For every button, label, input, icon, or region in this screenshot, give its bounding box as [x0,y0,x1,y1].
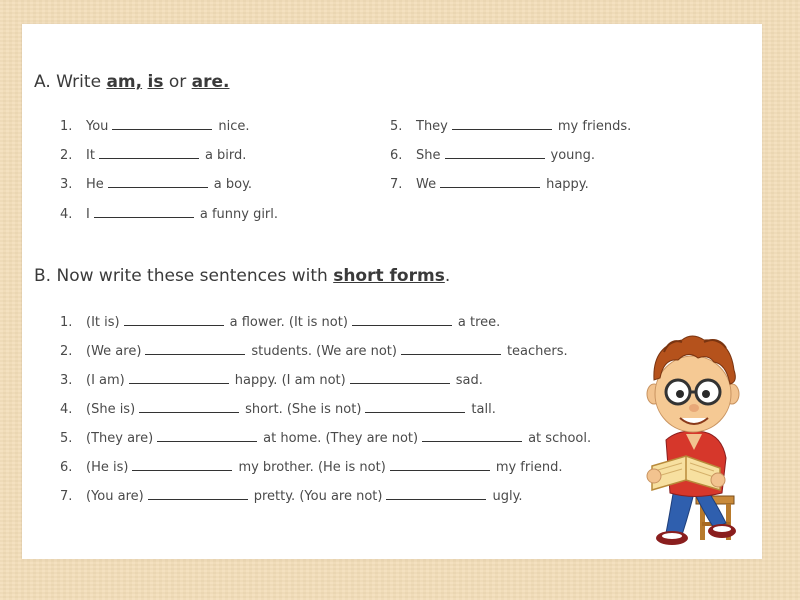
a-item-6 [390,145,595,163]
b-item-end: sad. [455,373,483,388]
b-item-number: 1. [60,315,73,330]
b-item-end: a tree. [457,315,501,330]
a-item-5 [390,116,631,134]
answer-blank[interactable] [108,174,208,188]
a-item-before: I [86,207,90,222]
answer-blank[interactable] [352,312,452,326]
b-item-number: 6. [60,460,73,475]
a-item-number: 1. [60,119,73,134]
a-item-before: We [416,177,437,192]
a-item-3 [60,174,252,192]
answer-blank[interactable] [145,341,245,355]
answer-blank[interactable] [129,370,229,384]
b-item-5 [60,428,591,446]
answer-blank[interactable] [99,145,199,159]
word-are: are. [191,72,230,92]
a-item-number: 7. [390,177,403,192]
section-a-text: Write [56,72,102,92]
a-item-before: He [86,177,104,192]
b-item-middle: students. (We are not) [251,344,397,359]
a-item-number: 3. [60,177,73,192]
a-item-4 [60,204,278,222]
a-item-1 [60,116,250,134]
section-b-heading [34,266,450,286]
answer-blank[interactable] [139,399,239,413]
b-item-cue: (You are) [86,489,144,504]
a-item-after: a bird. [204,148,247,163]
b-item-3 [60,370,483,388]
answer-blank[interactable] [386,486,486,500]
section-a-prefix: A. [34,72,51,92]
a-item-before: It [86,148,95,163]
answer-blank[interactable] [148,486,248,500]
a-item-number: 2. [60,148,73,163]
b-item-middle: at home. (They are not) [263,431,419,446]
answer-blank[interactable] [440,174,540,188]
b-item-7 [60,486,523,504]
boy-reading-illustration [634,328,752,553]
answer-blank[interactable] [157,428,257,442]
b-item-number: 4. [60,402,73,417]
b-item-middle: my brother. (He is not) [238,460,386,475]
answer-blank[interactable] [445,145,545,159]
word-am: am, [106,72,143,92]
a-item-7 [390,174,589,192]
b-item-cue: (We are) [86,344,142,359]
b-item-end: teachers. [506,344,568,359]
a-item-after: young. [550,148,596,163]
word-or: or [168,72,187,92]
a-item-number: 5. [390,119,403,134]
section-a-heading [34,72,230,92]
b-item-middle: pretty. (You are not) [253,489,383,504]
b-item-middle: happy. (I am not) [234,373,346,388]
short-forms-emphasis: short forms [333,266,445,286]
a-item-after: a funny girl. [199,207,279,222]
b-item-middle: a flower. (It is not) [229,315,348,330]
a-item-after: my friends. [557,119,632,134]
a-item-after: a boy. [213,177,253,192]
answer-blank[interactable] [365,399,465,413]
b-item-end: ugly. [492,489,523,504]
a-item-after: nice. [218,119,250,134]
b-item-number: 2. [60,344,73,359]
answer-blank[interactable] [390,457,490,471]
section-b-end: . [444,266,451,286]
b-item-cue: (She is) [86,402,136,417]
section-b-text: Now write these sentences with [56,266,328,286]
answer-blank[interactable] [132,457,232,471]
b-item-4 [60,399,496,417]
b-item-end: tall. [471,402,496,417]
answer-blank[interactable] [401,341,501,355]
a-item-before: She [416,148,441,163]
b-item-number: 5. [60,431,73,446]
answer-blank[interactable] [422,428,522,442]
section-b-prefix: B. [34,266,52,286]
a-item-number: 4. [60,207,73,222]
word-is: is [147,72,164,92]
a-item-number: 6. [390,148,403,163]
b-item-cue: (It is) [86,315,120,330]
a-item-2 [60,145,246,163]
b-item-cue: (I am) [86,373,125,388]
answer-blank[interactable] [452,116,552,130]
answer-blank[interactable] [350,370,450,384]
b-item-cue: (He is) [86,460,129,475]
a-item-after: happy. [546,177,589,192]
b-item-number: 3. [60,373,73,388]
b-item-number: 7. [60,489,73,504]
b-item-cue: (They are) [86,431,154,446]
b-item-1 [60,312,500,330]
b-item-2 [60,341,568,359]
answer-blank[interactable] [94,204,194,218]
a-item-before: You [86,119,109,134]
b-item-middle: short. (She is not) [245,402,362,417]
b-item-6 [60,457,562,475]
answer-blank[interactable] [112,116,212,130]
b-item-end: at school. [528,431,592,446]
b-item-end: my friend. [495,460,563,475]
a-item-before: They [416,119,448,134]
answer-blank[interactable] [124,312,224,326]
